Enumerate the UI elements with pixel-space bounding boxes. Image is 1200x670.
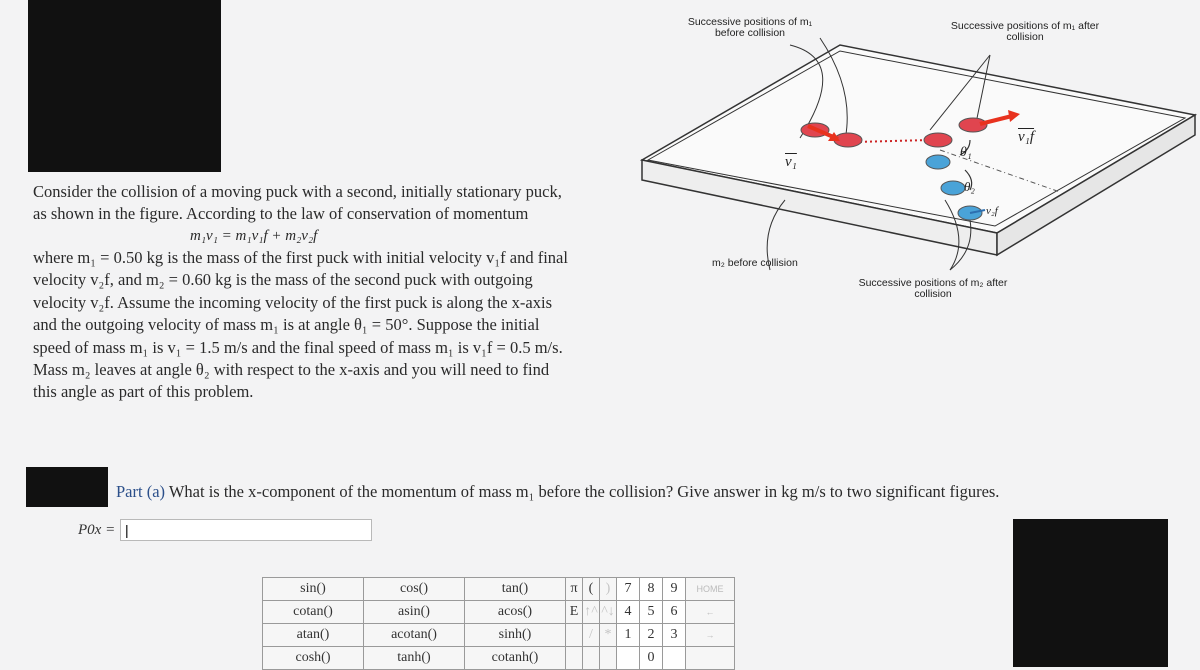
label-v2f: v₂f — [986, 205, 998, 217]
key-cotanh[interactable]: cotanh() — [465, 647, 566, 670]
key-tan[interactable]: tan() — [465, 578, 566, 601]
part-a-question — [116, 482, 999, 502]
key-power-down[interactable]: ^↓ — [600, 601, 617, 624]
key-blank — [663, 647, 686, 670]
key-cos[interactable]: cos() — [364, 578, 465, 601]
key-blank — [566, 624, 583, 647]
key-8[interactable]: 8 — [640, 578, 663, 601]
key-backspace[interactable]: ← — [686, 601, 735, 624]
part-a-text: What is the x-component of the momentum of mass m₁ before the collision? Give answer in kg m/s to two significant figures. — [168, 482, 1000, 501]
key-9[interactable]: 9 — [663, 578, 686, 601]
key-arrow-right[interactable]: → — [686, 624, 735, 647]
label-m2-after: Successive positions of m₂ after collision — [858, 277, 1008, 300]
calculator-keypad — [262, 577, 735, 670]
key-sin[interactable]: sin() — [263, 578, 364, 601]
problem-line: where m₁ = 0.50 kg is the mass of the first puck with initial velocity v₁f and final — [33, 248, 568, 267]
key-divide[interactable]: / — [583, 624, 600, 647]
key-6[interactable]: 6 — [663, 601, 686, 624]
problem-line: velocity v₂f. Assume the incoming velocity of the first puck is along the x-axis — [33, 293, 552, 312]
answer-row — [78, 517, 372, 543]
key-blank — [566, 647, 583, 670]
key-cotan[interactable]: cotan() — [263, 601, 364, 624]
momentum-equation: m₁v₁ = m₁v₁f + m₂v₂f — [190, 228, 318, 244]
key-close-paren[interactable]: ) — [600, 578, 617, 601]
key-multiply[interactable]: * — [600, 624, 617, 647]
answer-label: P0x = — [78, 521, 116, 538]
redacted-block-right — [1013, 519, 1168, 667]
key-3[interactable]: 3 — [663, 624, 686, 647]
key-1[interactable]: 1 — [617, 624, 640, 647]
key-open-paren[interactable]: ( — [583, 578, 600, 601]
problem-line: as shown in the figure. According to the law of conservation of momentum — [33, 204, 529, 223]
key-home[interactable]: HOME — [686, 578, 735, 601]
key-acotan[interactable]: acotan() — [364, 624, 465, 647]
label-m1-after: Successive positions of m₁ after collision — [950, 20, 1100, 43]
problem-line: Consider the collision of a moving puck with a second, initially stationary puck, — [33, 182, 562, 201]
label-v1: v₁ — [785, 154, 797, 170]
key-blank — [583, 647, 600, 670]
label-theta2: θ₂ — [964, 179, 975, 194]
label-m2-before: m₂ before collision — [712, 257, 798, 269]
answer-input[interactable] — [120, 519, 372, 541]
problem-line: and the outgoing velocity of mass m₁ is at angle θ₁ = 50°. Suppose the initial — [33, 315, 540, 334]
key-5[interactable]: 5 — [640, 601, 663, 624]
key-power-up[interactable]: ↑^ — [583, 601, 600, 624]
label-v1f: v₁f — [1018, 129, 1035, 145]
problem-line: this angle as part of this problem. — [33, 382, 254, 401]
redacted-block-left — [26, 467, 108, 507]
key-cosh[interactable]: cosh() — [263, 647, 364, 670]
key-blank — [617, 647, 640, 670]
key-blank — [600, 647, 617, 670]
m2-puck — [941, 181, 965, 195]
problem-line: speed of mass m₁ is v₁ = 1.5 m/s and the final speed of mass m₁ is v₁f = 0.5 m/s. — [33, 338, 563, 357]
problem-line: velocity v₂f, and m₂ = 0.60 kg is the mass of the second puck with outgoing — [33, 270, 533, 289]
key-7[interactable]: 7 — [617, 578, 640, 601]
key-2[interactable]: 2 — [640, 624, 663, 647]
redacted-block-top-left — [28, 0, 221, 172]
m2-puck — [926, 155, 950, 169]
label-m1-before: Successive positions of m₁ before collision — [687, 16, 813, 39]
key-asin[interactable]: asin() — [364, 601, 465, 624]
key-sinh[interactable]: sinh() — [465, 624, 566, 647]
m1-puck — [924, 133, 952, 147]
key-atan[interactable]: atan() — [263, 624, 364, 647]
key-acos[interactable]: acos() — [465, 601, 566, 624]
key-pi[interactable]: π — [566, 578, 583, 601]
air-table-top — [642, 45, 1195, 233]
key-blank — [686, 647, 735, 670]
key-4[interactable]: 4 — [617, 601, 640, 624]
key-0[interactable]: 0 — [640, 647, 663, 670]
collision-figure — [640, 0, 1200, 310]
label-theta1: θ₁ — [960, 145, 972, 160]
key-tanh[interactable]: tanh() — [364, 647, 465, 670]
part-a-tag: Part (a) — [116, 482, 166, 501]
key-e[interactable]: E — [566, 601, 583, 624]
problem-line: Mass m₂ leaves at angle θ₂ with respect to the x-axis and you will need to find — [33, 360, 550, 379]
